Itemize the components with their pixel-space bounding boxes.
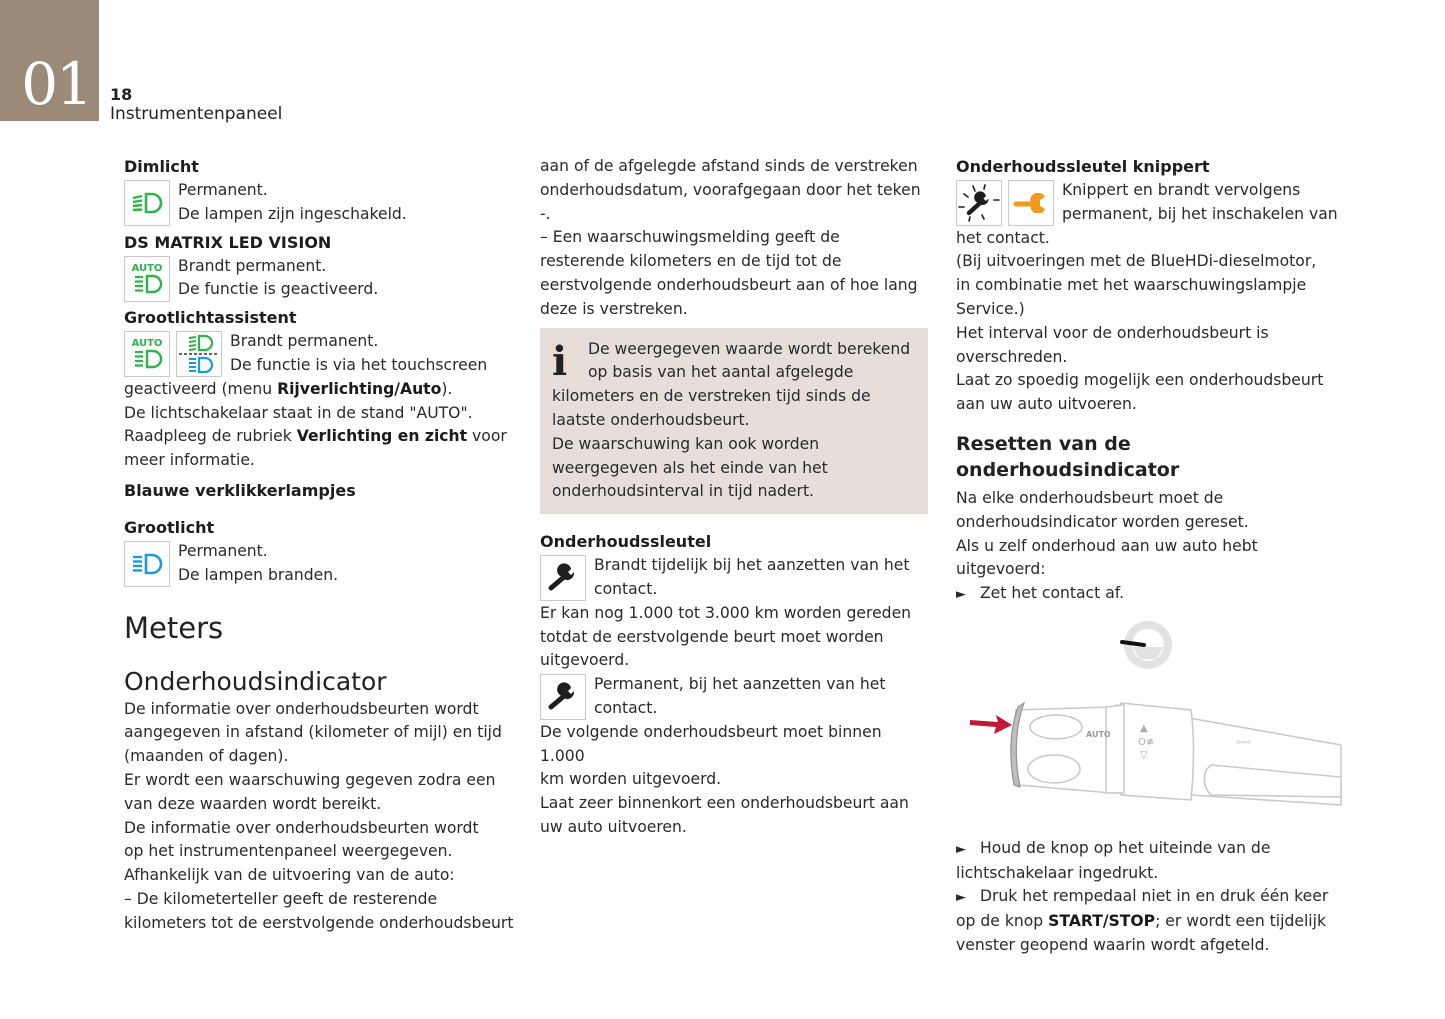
body-line: Laat zeer binnenkort een onderhoudsbeurt aan bbox=[540, 794, 909, 813]
bullet-arrow-icon: ► bbox=[956, 587, 966, 603]
body-line: kilometers tot de eerstvolgende onderhoudsbeurt bbox=[124, 913, 514, 932]
body-line: op het instrumentenpaneel weergegeven. bbox=[124, 842, 453, 861]
meters-heading: Meters bbox=[124, 610, 224, 645]
knippert-text-1: Knippert en brandt vervolgens bbox=[1062, 181, 1301, 199]
body-line: lichtschakelaar ingedrukt. bbox=[956, 863, 1159, 882]
steering-wheel-icon bbox=[1122, 621, 1172, 669]
sleutel-heading: Onderhoudssleutel bbox=[540, 532, 712, 552]
knippert-text-2: permanent, bij het inschakelen van bbox=[1062, 204, 1338, 223]
body-line: Laat zo spoedig mogelijk een onderhoudsbeurt bbox=[956, 371, 1324, 390]
body-line: van deze waarden wordt bereikt. bbox=[124, 794, 382, 813]
wrench-icon bbox=[540, 555, 586, 601]
indicator-body bbox=[124, 698, 519, 936]
column-middle bbox=[540, 155, 928, 840]
matrix-text-1: Brandt permanent. bbox=[178, 256, 327, 275]
body-line: Afhankelijk van de uitvoering van de auto: bbox=[124, 866, 455, 885]
body-line: aan uw auto uitvoeren. bbox=[956, 395, 1137, 414]
knippert-heading: Onderhoudssleutel knippert bbox=[956, 157, 1210, 176]
body-line: uitgevoerd. bbox=[540, 651, 630, 670]
sleutel-text-4: contact. bbox=[594, 698, 658, 717]
body-line: resterende kilometers en de tijd tot de bbox=[540, 252, 842, 271]
info-line: weergegeven als het einde van het bbox=[552, 458, 828, 477]
dimlicht-text-1: Permanent. bbox=[178, 181, 268, 199]
body-line: Er kan nog 1.000 tot 3.000 km worden gereden bbox=[540, 603, 912, 622]
chapter-number: 01 bbox=[21, 50, 91, 118]
matrix-entry bbox=[124, 255, 519, 303]
info-icon: i bbox=[552, 337, 568, 385]
knippert-entry bbox=[956, 179, 1346, 227]
body-line: venster geopend waarin wordt afgeteld. bbox=[956, 935, 1270, 954]
section-reference: Verlichting en zicht bbox=[296, 427, 468, 446]
auto-headlamp-icon bbox=[124, 331, 170, 377]
reset-heading: Resetten van de onderhoudsindicator bbox=[956, 432, 1180, 481]
chapter-tab bbox=[0, 0, 99, 121]
auto-headlamp-icon bbox=[124, 256, 170, 302]
body-line: De volgende onderhoudsbeurt moet binnen 1.000 bbox=[540, 722, 882, 765]
reset-step-1: ► Zet het contact af. bbox=[956, 582, 1346, 607]
body-line: Het interval voor de onderhoudsbeurt is bbox=[956, 323, 1269, 342]
sleutel-text-2: contact. bbox=[594, 579, 658, 598]
reset-step-2: ► Houd de knop op het uiteinde van de bbox=[956, 837, 1346, 862]
bullet-arrow-icon: ► bbox=[956, 890, 966, 906]
info-line: op basis van het aantal afgelegde bbox=[588, 363, 854, 382]
assist-text-2: De functie is via het touchscreen bbox=[230, 355, 488, 374]
info-line: De waarschuwing kan ook worden bbox=[552, 434, 820, 453]
assist-text-1: Brandt permanent. bbox=[230, 332, 379, 351]
body-line: De informatie over onderhoudsbeurten wordt bbox=[124, 699, 479, 718]
body-line: Na elke onderhoudsbeurt moet de bbox=[956, 488, 1224, 507]
column-left bbox=[124, 155, 519, 936]
info-line: kilometers en de verstreken tijd sinds de bbox=[552, 387, 871, 406]
wrench-icon bbox=[540, 674, 586, 720]
page-number: 18 bbox=[110, 85, 133, 104]
reset-step-3-cont: op de knop START/STOP; er wordt een tijdelijk bbox=[956, 912, 1326, 931]
indicator-heading: Onderhoudsindicator bbox=[124, 666, 387, 696]
assist-heading: Grootlichtassistent bbox=[124, 308, 297, 328]
dipped-beam-icon bbox=[124, 180, 170, 226]
grootlicht-heading: Grootlicht bbox=[124, 517, 215, 537]
dimlicht-entry bbox=[124, 179, 519, 227]
body-line: in combinatie met het waarschuwingslampje bbox=[956, 276, 1307, 295]
body-line: totdat de eerstvolgende beurt moet worden bbox=[540, 627, 884, 646]
assist-text-5: Raadpleeg de rubriek Verlichting en zicht voor bbox=[124, 427, 507, 446]
body-line: km worden uitgevoerd. bbox=[540, 770, 722, 789]
dimlicht-heading: Dimlicht bbox=[124, 157, 199, 176]
body-line: eerstvolgende onderhoudsbeurt aan of hoe lang bbox=[540, 275, 918, 294]
bullet-arrow-icon: ► bbox=[956, 841, 966, 857]
sleutel-text-3: Permanent, bij het aanzetten van het bbox=[594, 675, 886, 694]
grootlicht-text-1: Permanent. bbox=[178, 541, 268, 560]
body-line: uw auto uitvoeren. bbox=[540, 817, 687, 836]
wrench-flashing-icon bbox=[956, 180, 1002, 226]
body-line: – Een waarschuwingsmelding geeft de bbox=[540, 228, 840, 247]
matrix-heading: DS MATRIX LED VISION bbox=[124, 232, 332, 252]
assist-text-4: De lichtschakelaar staat in de stand "AUTO". bbox=[124, 403, 473, 422]
main-beam-icon bbox=[124, 541, 170, 587]
section-title: Instrumentenpaneel bbox=[110, 104, 283, 124]
light-stalk-illustration bbox=[956, 615, 1346, 825]
grootlicht-text-2: De lampen branden. bbox=[178, 565, 339, 584]
body-line: (maanden of dagen). bbox=[124, 747, 289, 766]
info-box bbox=[540, 328, 928, 515]
dimlicht-text-2: De lampen zijn ingeschakeld. bbox=[178, 204, 407, 223]
assist-entry bbox=[124, 330, 519, 378]
body-line: aan of de afgelegde afstand sinds de verstreken bbox=[540, 157, 918, 175]
assist-text-6: meer informatie. bbox=[124, 451, 255, 470]
assist-text-3: geactiveerd (menu Rijverlichting/Auto). bbox=[124, 379, 453, 398]
auto-label: AUTO bbox=[1086, 729, 1111, 739]
wrench-orange-icon bbox=[1008, 180, 1054, 226]
body-line: De informatie over onderhoudsbeurten wordt bbox=[124, 818, 479, 837]
info-line: De weergegeven waarde wordt berekend bbox=[588, 339, 911, 358]
body-line: aangegeven in afstand (kilometer of mijl) en tijd bbox=[124, 723, 502, 742]
blue-lamps-heading: Blauwe verklikkerlampjes bbox=[124, 480, 356, 500]
body-line: overschreden. bbox=[956, 347, 1068, 366]
start-stop-label: START/STOP bbox=[1048, 912, 1156, 931]
body-line: Als u zelf onderhoud aan uw auto hebt uitgevoerd: bbox=[956, 536, 1258, 579]
body-line: onderhoudsdatum, voorafgegaan door het teken -. bbox=[540, 180, 921, 223]
high-beam-assist-icon bbox=[176, 331, 222, 377]
body-line: Service.) bbox=[956, 299, 1025, 318]
auto-label: AUTO bbox=[131, 338, 163, 350]
sleutel-entry-temporary bbox=[540, 554, 928, 602]
reset-step-3: ► Druk het rempedaal niet in en druk één keer bbox=[956, 885, 1346, 910]
matrix-text-2: De functie is geactiveerd. bbox=[178, 280, 379, 299]
fog-up-icon: ▲ bbox=[1140, 722, 1148, 734]
grootlicht-entry bbox=[124, 540, 519, 588]
body-line: onderhoudsindicator worden gereset. bbox=[956, 512, 1249, 531]
info-line: onderhoudsinterval in tijd nadert. bbox=[552, 482, 815, 501]
body-line: Er wordt een waarschuwing gegeven zodra een bbox=[124, 770, 496, 789]
body-line: – De kilometerteller geeft de resterende bbox=[124, 889, 438, 908]
sleutel-entry-permanent bbox=[540, 673, 928, 721]
press-arrow-icon bbox=[970, 715, 1012, 734]
column-right bbox=[956, 155, 1346, 958]
body-line: (Bij uitvoeringen met de BlueHDi-dieselmotor, bbox=[956, 252, 1317, 271]
auto-label: AUTO bbox=[131, 262, 163, 274]
fog-lamp-icon: O≢ bbox=[1138, 736, 1155, 748]
info-line: laatste onderhoudsbeurt. bbox=[552, 410, 750, 429]
fog-down-icon: ▽ bbox=[1140, 749, 1148, 761]
body-line: het contact. bbox=[956, 228, 1050, 247]
indicator-arrows-icon: ⇦⇨ bbox=[1236, 737, 1252, 748]
body-line: deze is verstreken. bbox=[540, 299, 688, 318]
menu-path: Rijverlichting/Auto bbox=[277, 379, 442, 398]
sleutel-text-1: Brandt tijdelijk bij het aanzetten van het bbox=[594, 556, 910, 575]
indicator-continued bbox=[540, 155, 928, 322]
light-stalk bbox=[1014, 703, 1341, 805]
